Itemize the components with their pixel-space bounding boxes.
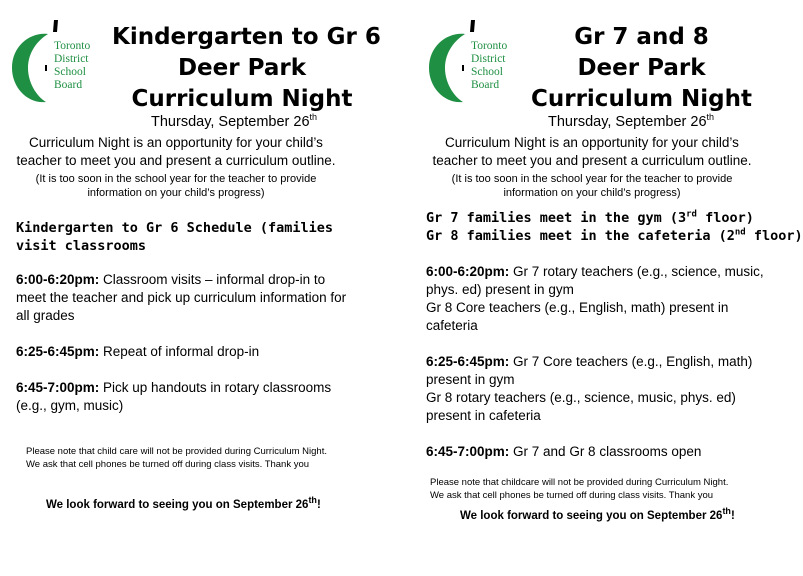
intro-text: Curriculum Night is an opportunity for your child’s teacher to meet you and present a curriculum outline. <box>432 135 752 168</box>
page-title: Gr 7 and 8 Deer Park Curriculum Night <box>530 24 753 112</box>
logo-wordmark: Toronto District School Board <box>54 40 91 91</box>
tdsb-logo <box>425 18 535 108</box>
page-title: Kindergarten to Gr 6 Deer Park Curriculum Night <box>112 24 381 112</box>
schedule-entry: 6:00-6:20pm: Classroom visits – informal drop-in to meet the teacher and pick up curriculum information for all grades <box>16 272 347 323</box>
meeting-locations-heading: Gr 7 families meet in the gym (3rd floor) Gr 8 families meet in the cafeteria (2nd floor) <box>426 209 803 244</box>
kindergarten-flyer <box>0 0 384 576</box>
schedule-entry: 6:25-6:45pm: Repeat of informal drop-in <box>16 344 260 359</box>
childcare-note: Please note that child care will not be provided during Curriculum Night. We ask that cell phones be turned off during class visits. Thank you <box>26 446 327 470</box>
closing-line: We look forward to seeing you on September 26th! <box>460 506 735 522</box>
schedule-entry: 6:45-7:00pm: Gr 7 and Gr 8 classrooms open <box>426 444 702 459</box>
schedule-entry: 6:45-7:00pm: Pick up handouts in rotary classrooms (e.g., gym, music) <box>16 380 332 413</box>
grade-7-8-flyer <box>384 0 803 576</box>
intro-note: (It is too soon in the school year for the teacher to provide information on your child’s progress) <box>451 173 733 199</box>
schedule-entry: 6:00-6:20pm: Gr 7 rotary teachers (e.g., science, music, phys. ed) present in gym Gr 8 Core teachers (e.g., English, math) present in cafeteria <box>426 264 764 333</box>
event-date: Thursday, September 26th <box>151 112 318 130</box>
closing-line: We look forward to seeing you on September 26th! <box>46 495 321 511</box>
logo-wordmark: Toronto District School Board <box>471 40 508 91</box>
intro-note: (It is too soon in the school year for the teacher to provide information on your child’s progress) <box>35 173 317 199</box>
event-date: Thursday, September 26th <box>548 112 715 130</box>
tdsb-logo <box>8 18 118 108</box>
intro-text: Curriculum Night is an opportunity for your child’s teacher to meet you and present a curriculum outline. <box>16 135 336 168</box>
schedule-heading: Kindergarten to Gr 6 Schedule (families visit classrooms <box>16 220 333 254</box>
childcare-note: Please note that childcare will not be provided during Curriculum Night. We ask that cell phones be turned off during class visits. Thank you <box>430 477 729 501</box>
schedule-entry: 6:25-6:45pm: Gr 7 Core teachers (e.g., English, math) present in gym Gr 8 rotary teachers (e.g., science, music, phys. ed) present in cafeteria <box>426 354 753 423</box>
